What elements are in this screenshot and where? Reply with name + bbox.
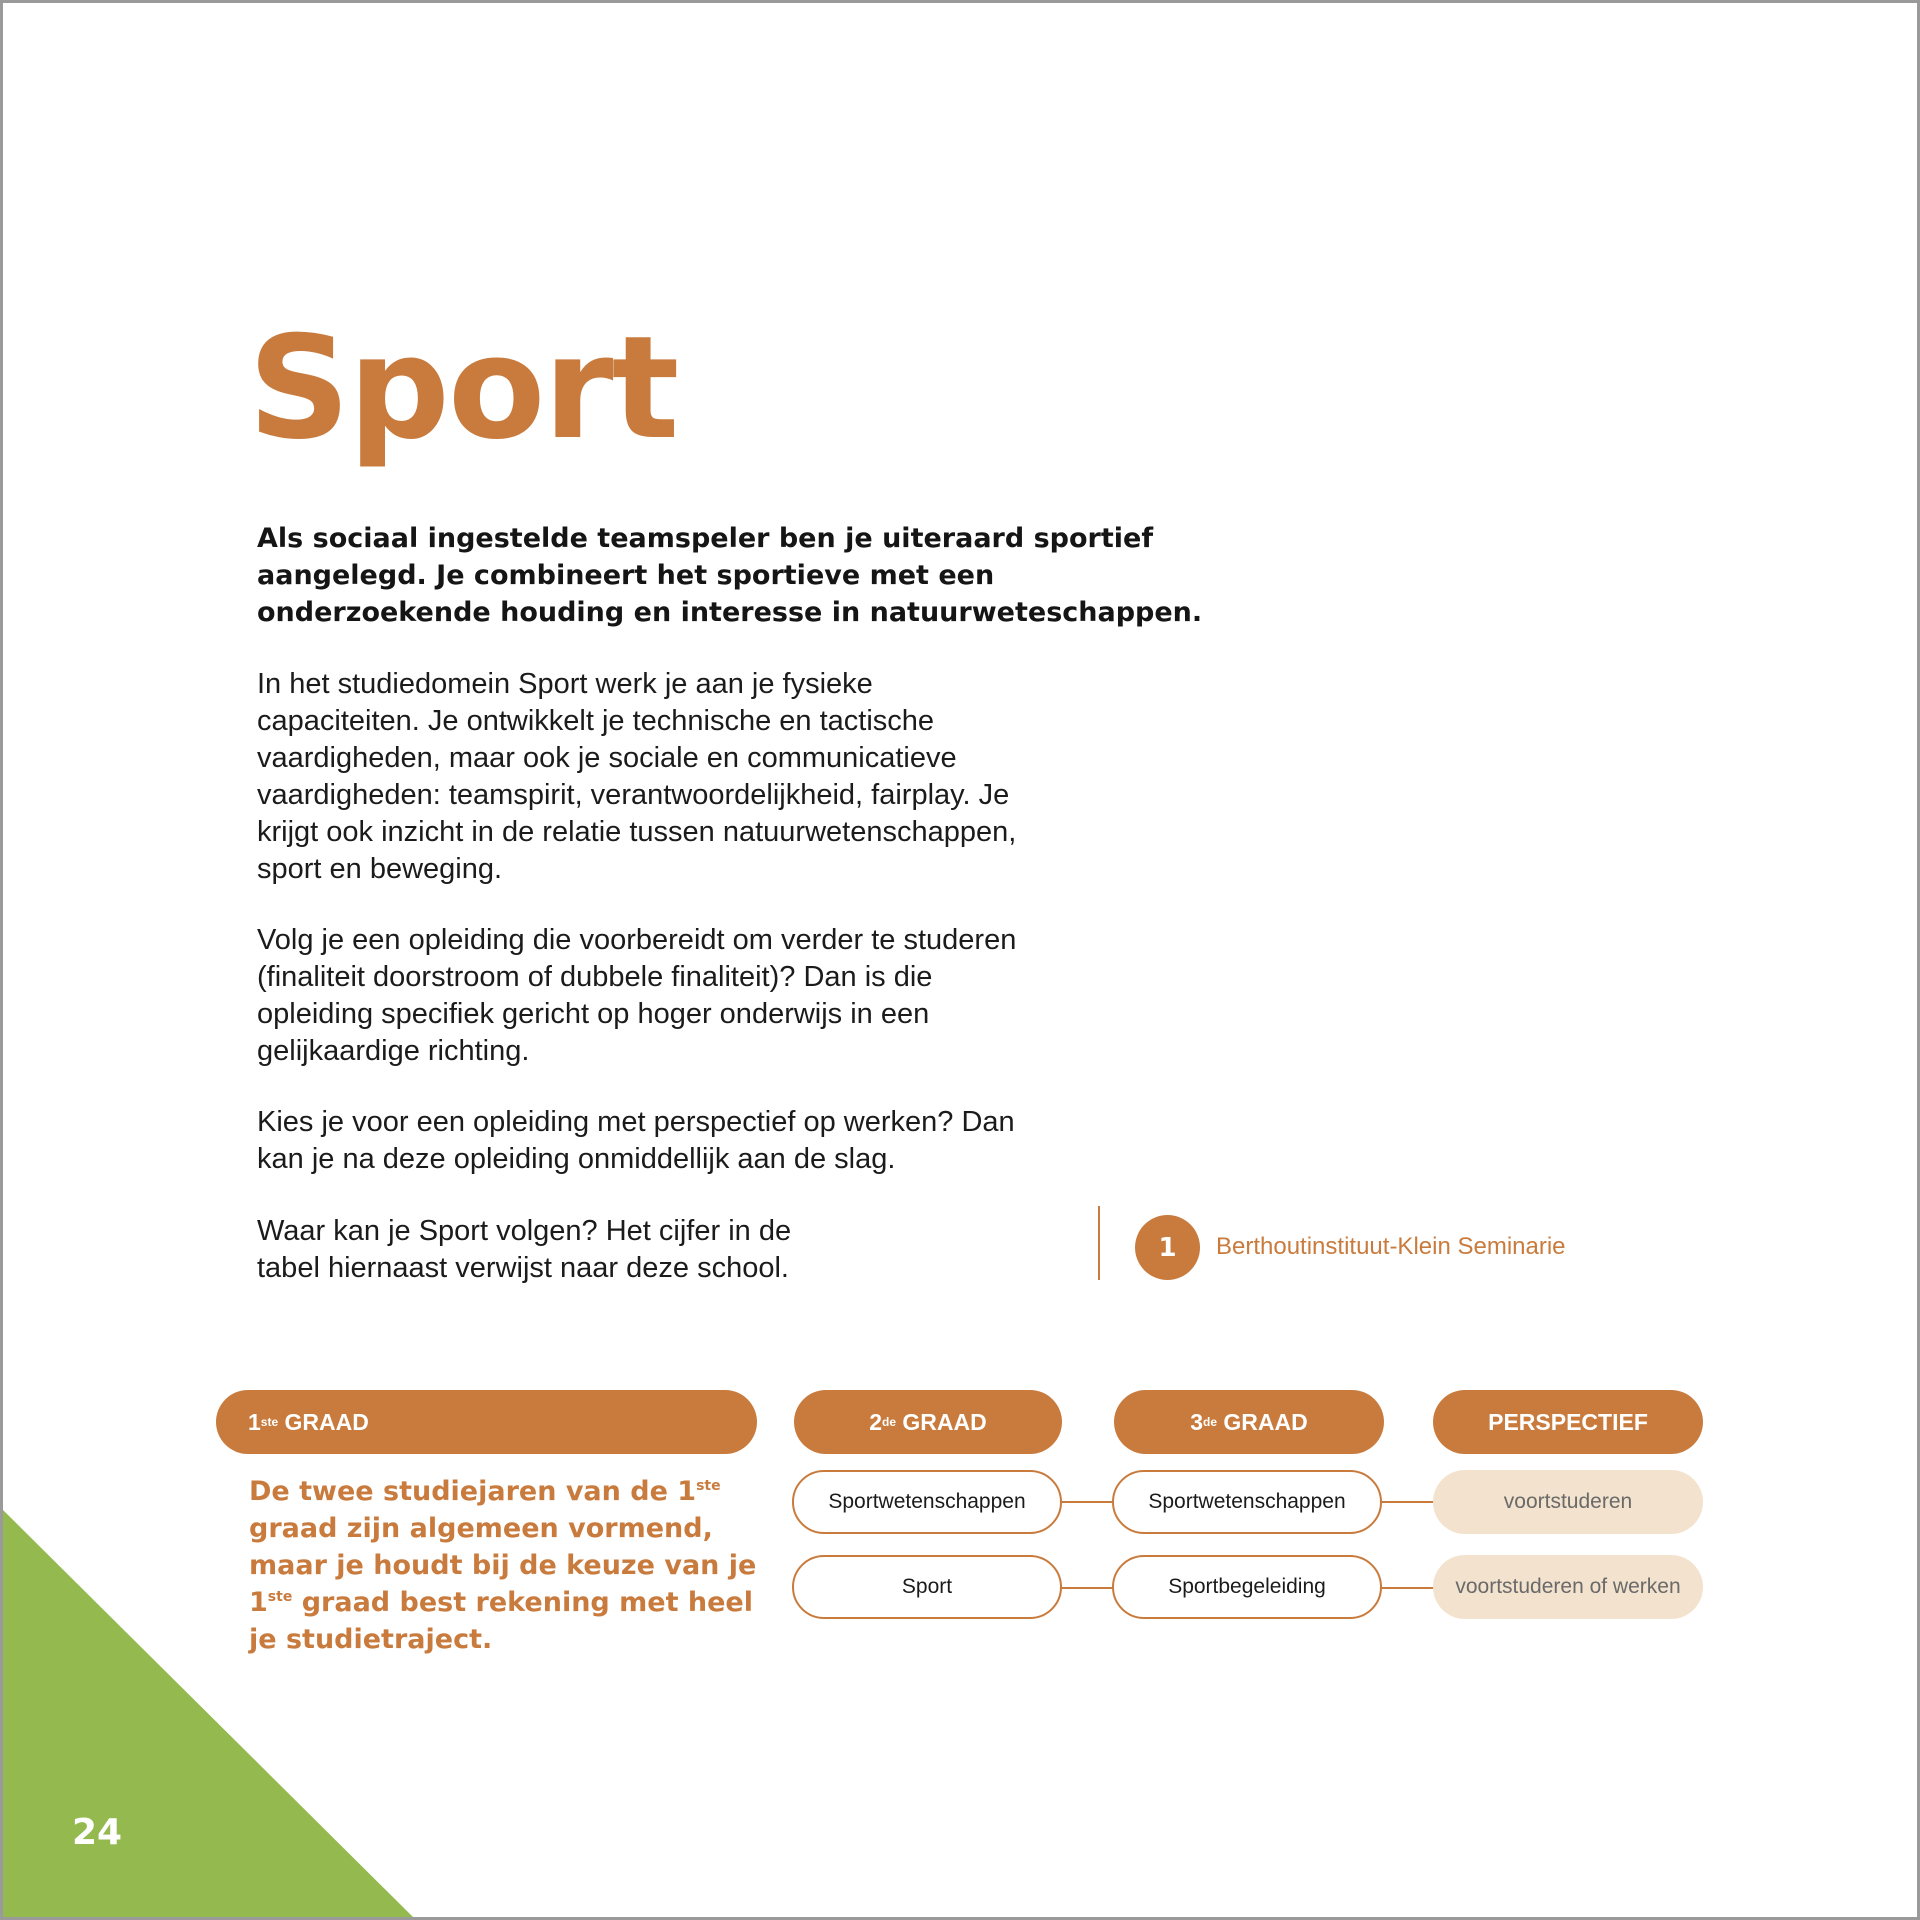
body-paragraph-1: In het studiedomein Sport werk je aan je fysieke capaciteiten. Je ontwikkelt je technische en tactische vaardigheden, maar ook je sociale en communicatieve vaardigheden: teamspirit, verantwoordelijkheid, fairplay. Je krijgt ook inzicht in de relatie tussen natuurwetenschappen, sport en beweging. <box>257 668 1017 885</box>
header-graad-1-number: 1 <box>248 1408 261 1435</box>
row-2-connector-a <box>1060 1587 1116 1589</box>
header-graad-1: 1 ste GRAAD <box>216 1390 757 1454</box>
corner-triangle <box>3 1510 413 1917</box>
school-divider <box>1098 1206 1100 1280</box>
header-graad-2: 2 de GRAAD <box>794 1390 1062 1454</box>
header-graad-2-label: GRAAD <box>896 1408 987 1435</box>
page-number: 24 <box>72 1812 123 1853</box>
row-1-connector-b <box>1380 1501 1436 1503</box>
row-2-graad-2: Sport <box>792 1555 1062 1619</box>
row-1-graad-2: Sportwetenschappen <box>792 1470 1062 1534</box>
row-1-perspectief: voortstuderen <box>1433 1470 1703 1534</box>
body-paragraph-2: Volg je een opleiding die voorbereidt om verder te studeren (finaliteit doorstroom of dubbele finaliteit)? Dan is die opleiding specifiek gericht op hoger onderwijs in een gelijkaardige richting. <box>257 924 1017 1067</box>
row-1-connector-a <box>1060 1501 1116 1503</box>
row-2-perspectief: voortstuderen of werken <box>1433 1555 1703 1619</box>
row-1-graad-3: Sportwetenschappen <box>1112 1470 1382 1534</box>
row-2-graad-3: Sportbegeleiding <box>1112 1555 1382 1619</box>
header-graad-3-number: 3 <box>1190 1408 1204 1435</box>
graad-1-note-part-2: graad zijn algemeen vormend, maar je houdt bij de keuze van je 1 <box>249 1513 757 1618</box>
header-graad-3-label: GRAAD <box>1217 1408 1308 1435</box>
header-graad-3: 3 de GRAAD <box>1114 1390 1384 1454</box>
graad-1-note-sup-2: ste <box>267 1589 293 1605</box>
lead-paragraph: Als sociaal ingestelde teamspeler ben je uiteraard sportief aangelegd. Je combineert het sportieve met een onderzoekende houding en interesse in natuurweteschappen. <box>257 523 1203 628</box>
graad-1-note-part-3: graad best rekening met heel je studietraject. <box>249 1587 754 1655</box>
graad-1-note-part-1: De twee studiejaren van de 1 <box>249 1476 697 1507</box>
row-2-connector-b <box>1380 1587 1436 1589</box>
body-paragraph-3: Kies je voor een opleiding met perspectief op werken? Dan kan je na deze opleiding onmiddellijk aan de slag. <box>257 1106 1015 1175</box>
header-graad-2-number: 2 <box>869 1408 883 1435</box>
header-graad-1-label: GRAAD <box>278 1408 369 1435</box>
school-number-badge: 1 <box>1135 1215 1200 1280</box>
page-title: Sport <box>248 306 678 471</box>
header-perspectief: PERSPECTIEF <box>1433 1390 1703 1454</box>
body-paragraph-4: Waar kan je Sport volgen? Het cijfer in de tabel hiernaast verwijst naar deze school. <box>257 1215 792 1284</box>
school-name: Berthoutinstituut-Klein Seminarie <box>1216 1233 1566 1260</box>
graad-1-note-sup-1: ste <box>696 1478 721 1494</box>
